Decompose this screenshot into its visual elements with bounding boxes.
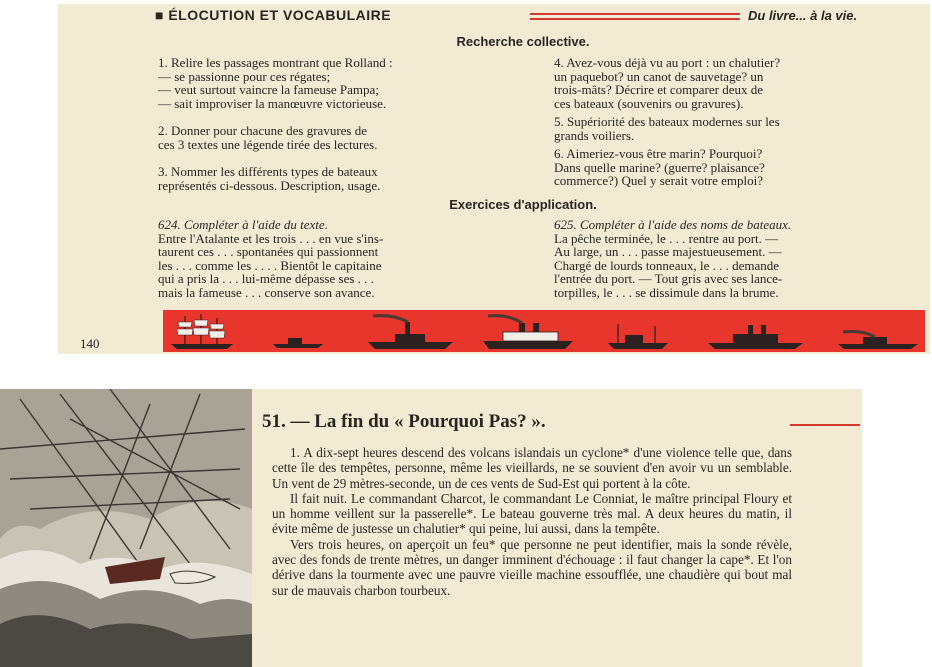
text-line: 2. Donner pour chacune des gravures de — [158, 123, 368, 138]
text-line: — sait improviser la manœuvre victorieuse. — [158, 95, 387, 111]
story-text — [272, 445, 792, 598]
text-line: Chargé de lourds tonneaux, le . . . demande — [554, 257, 780, 273]
text-line: 3. Nommer les différents types de bateaux — [158, 164, 378, 179]
text-line: mais la fameuse . . . conserve son avance. — [158, 284, 375, 300]
textbook-page-top — [58, 4, 930, 354]
text-line: trois-mâts? Décrire et comparer deux de — [554, 82, 763, 97]
text-line: 4. Avez-vous déjà vu au port : un chalutier? — [554, 55, 781, 70]
text-line: Entre l'Atalante et les trois . . . en vue s'ins- — [158, 230, 384, 246]
text-line: commerce?) Quel y serait votre emploi? — [554, 173, 763, 188]
text-line: l'entrée du port. — Tout gris avec ses lance- — [554, 271, 783, 286]
section-heading: Recherche collective. — [456, 34, 590, 49]
storm-ship-icon — [0, 389, 252, 667]
text-line: taurent ces . . . spontanées qui passionnent — [158, 244, 379, 259]
header-subtitle: Du livre... à la vie. — [748, 8, 858, 23]
text-line: grands voiliers. — [554, 127, 635, 143]
text-line: 1. Relire les passages montrant que Rolland : — [158, 55, 393, 70]
text-line: ces 3 textes une légende tirée des lectures. — [158, 136, 378, 152]
text-line: — veut surtout vaincre la fameuse Pampa; — [158, 82, 379, 97]
storm-ship-illustration — [0, 389, 252, 667]
page-number: 140 — [80, 336, 100, 351]
exercise-title: 624. Compléter à l'aide du texte. — [158, 217, 328, 232]
ship-silhouettes-band — [163, 310, 925, 352]
text-line: 5. Supériorité des bateaux modernes sur les — [554, 114, 780, 129]
section-heading: Exercices d'application. — [449, 197, 597, 212]
exercise-624 — [158, 218, 530, 299]
text-line: La pêche terminée, le . . . rentre au port. — — [554, 230, 779, 246]
paragraph: Vers trois heures, on aperçoit un feu* que personne ne peut identifier, mais la sonde révèle, avec des fonds de trente mètres, un danger imminent d'échouage : il faut changer la cape*. Et l'on dérive dans la tourmente avec une pauvre vieille machine essoufflée, une chaudière qui bout mal sur de mauvais charbon tourbeux. — [272, 536, 792, 598]
text-line: représentés ci-dessous. Description, usage. — [158, 177, 381, 193]
text-line: — se passionne pour ces régates; — [158, 68, 331, 84]
header-rule — [530, 18, 740, 20]
chapter-title: 51. — La fin du « Pourquoi Pas? ». — [262, 411, 546, 432]
paragraph: 1. A dix-sept heures descend des volcans islandais un cyclone* d'une violence telle que, dans cette île des tempêtes, personne, même les vieillards, ne se souvient d'en avoir vu un semblable. Un vent de 29 mètres-seconde, un de ces vents de Sud-Est qui portent à la côte. — [272, 445, 792, 491]
text-line: 6. Aimeriez-vous être marin? Pourquoi? — [554, 146, 763, 161]
text-line: ces bateaux (souvenirs ou gravures). — [554, 95, 744, 111]
text-line: qui a pris la . . . lui-même dépasse ses . . . — [158, 271, 374, 286]
textbook-page-bottom — [0, 389, 862, 667]
left-column — [158, 56, 530, 192]
text-line: un paquebot? un canot de sauvetage? un — [554, 68, 764, 84]
ship-silhouettes-icon — [163, 310, 925, 352]
header-title: ■ ÉLOCUTION ET VOCABULAIRE — [155, 7, 392, 23]
header-rule — [530, 13, 740, 15]
right-column — [554, 56, 924, 188]
text-line: Au large, un . . . passe majestueusement. — — [554, 244, 782, 259]
paragraph: Il fait nuit. Le commandant Charcot, le commandant Le Conniat, le maître principal Floury et un homme veillent sur la passerelle*. Le bateau gouverne très mal. A deux heures du matin, il évite même de justesse un chalutier* qui peine, lui aussi, dans la tempête. — [272, 490, 792, 537]
title-rule — [790, 424, 860, 426]
text-line: Dans quelle marine? (guerre? plaisance? — [554, 159, 765, 175]
exercise-625 — [554, 218, 926, 299]
exercise-title: 625. Compléter à l'aide des noms de bateaux. — [554, 217, 792, 232]
text-line: les . . . comme les . . . . Bientôt le capitaine — [158, 257, 382, 273]
text-line: torpilles, le . . . se dissimule dans la brume. — [554, 284, 779, 300]
